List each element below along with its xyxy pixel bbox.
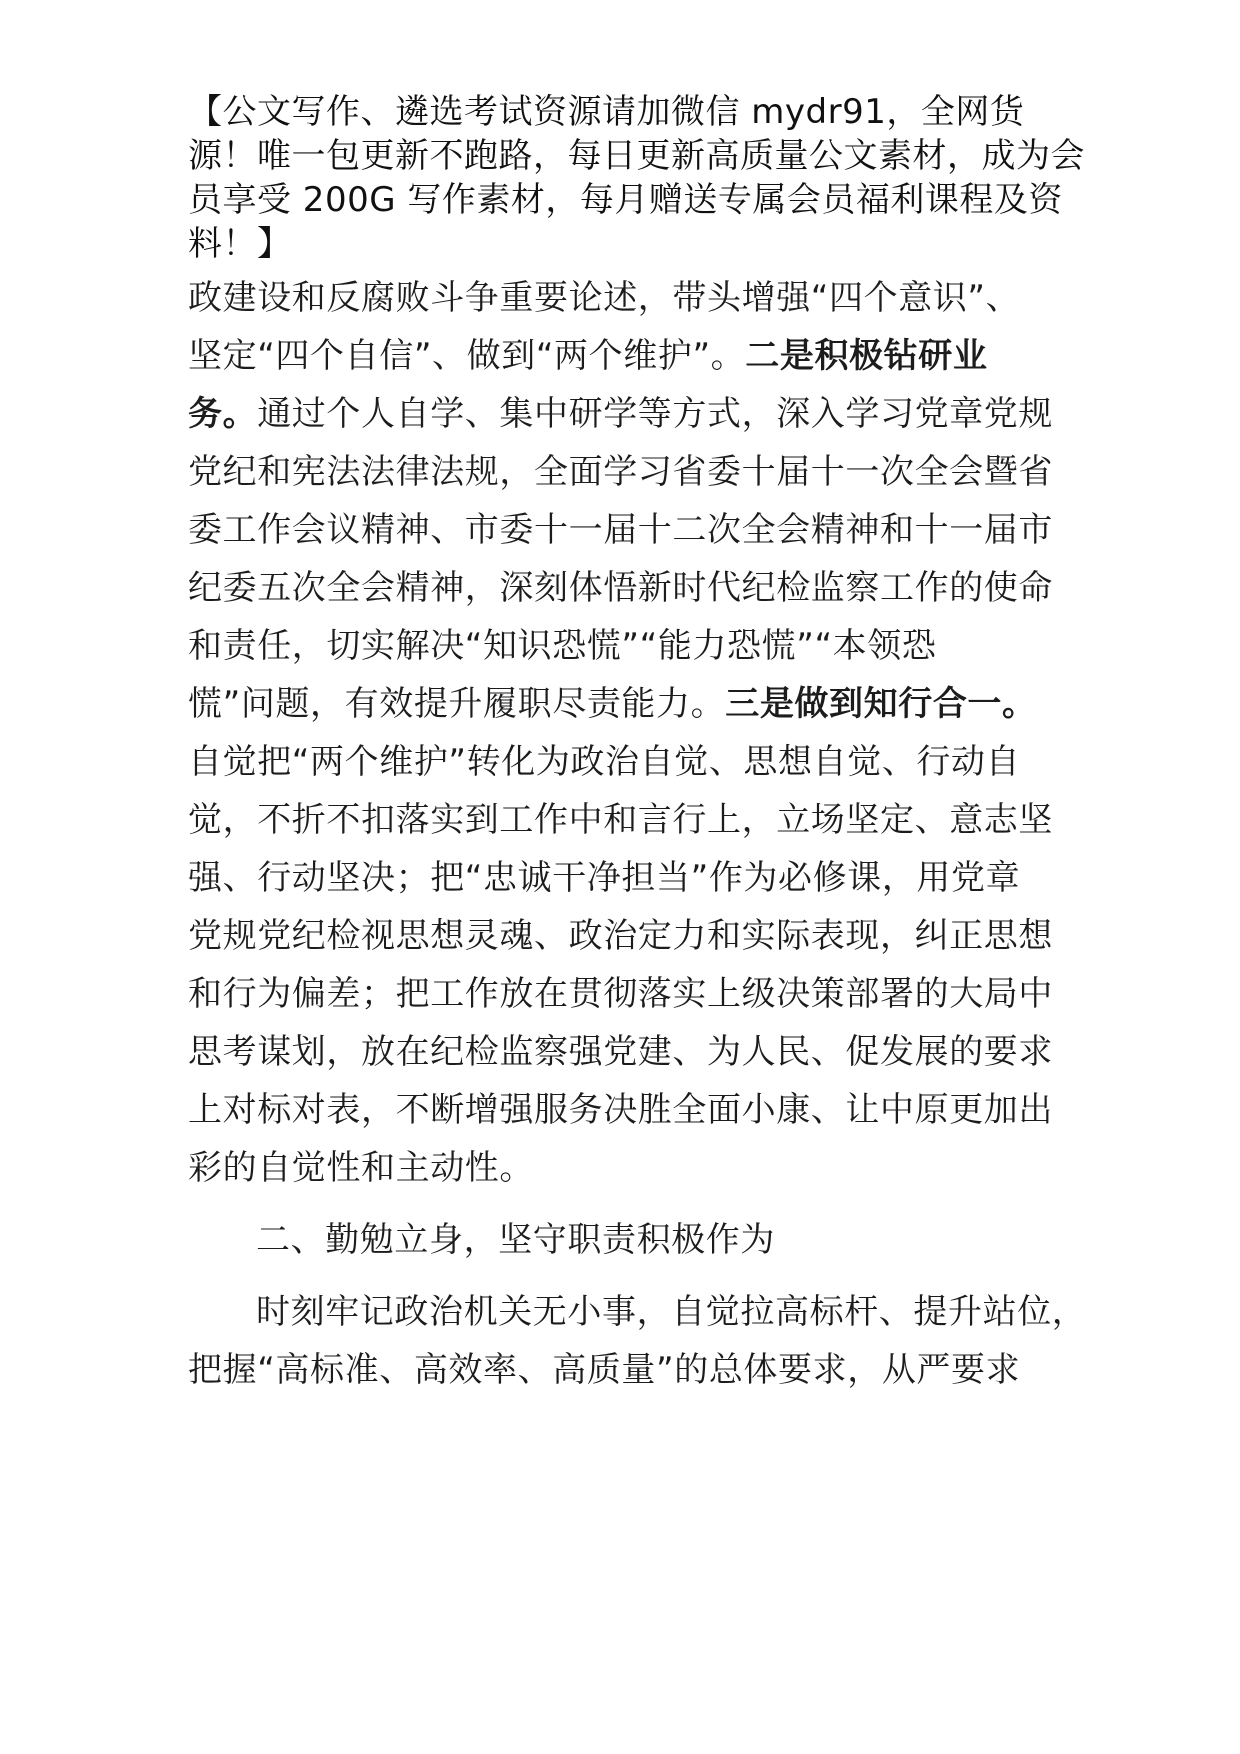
body-line-5: [188, 508, 1053, 552]
body-line-17: [256, 1290, 1086, 1334]
line-text: 彩的自觉性和主动性。: [188, 1148, 534, 1188]
heading-text: 二、勤勉立身，坚守职责积极作为: [256, 1220, 775, 1260]
body-line-7: [188, 624, 936, 668]
line-text: 通过个人自学、集中研学等方式，深入学习党章党规: [257, 394, 1054, 434]
body-line-12: [188, 914, 1053, 958]
line-text: 把握“高标准、高效率、高质量”的总体要求，从严要求: [188, 1350, 1021, 1390]
line-text: 和责任，切实解决“知识恐慌”“能力恐慌”“本领恐: [188, 626, 937, 666]
body-line-4: [188, 450, 1053, 494]
line-text: 委工作会议精神、市委十一届十二次全会精神和十一届市: [188, 510, 1053, 550]
line-text: 纪委五次全会精神，深刻体悟新时代纪检监察工作的使命: [188, 568, 1053, 608]
body-line-15: [188, 1088, 1053, 1132]
line-text: 时刻牢记政治机关无小事，自觉拉高标杆、提升站位，: [256, 1292, 1087, 1332]
body-line-2: [188, 334, 987, 378]
line-text: 慌”问题，有效提升履职尽责能力。: [188, 684, 726, 724]
promo-banner: 【公文写作、遴选考试资源请加微信 mydr91，全网货源！唯一包更新不跑路，每日更新高质量公文素材，成为会员享受 200G 写作素材，每月赠送专属会员福利课程及资料！】: [188, 92, 1085, 264]
body-line-10: [188, 798, 1053, 842]
bold-point-two-end: 务。: [188, 394, 258, 434]
line-text: 和行为偏差；把工作放在贯彻落实上级决策部署的大局中: [188, 974, 1053, 1014]
bold-point-three: 三是做到知行合一。: [725, 684, 1037, 724]
body-line-1: [188, 276, 1020, 320]
line-text: 强、行动坚决；把“忠诚干净担当”作为必修课，用党章: [188, 858, 1021, 898]
body-line-9: [188, 740, 1020, 784]
bold-point-two: 二是积极钻研业: [745, 336, 988, 376]
line-text: 觉，不折不扣落实到工作中和言行上，立场坚定、意志坚: [188, 800, 1053, 840]
line-text: 思考谋划，放在纪检监察强党建、为人民、促发展的要求: [188, 1032, 1053, 1072]
body-line-6: [188, 566, 1053, 610]
section-heading: [256, 1218, 775, 1262]
line-text: 政建设和反腐败斗争重要论述，带头增强“四个意识”、: [188, 278, 1021, 318]
line-text: 党规党纪检视思想灵魂、政治定力和实际表现，纠正思想: [188, 916, 1053, 956]
line-text: 上对标对表，不断增强服务决胜全面小康、让中原更加出: [188, 1090, 1053, 1130]
line-text: 坚定“四个自信”、做到“两个维护”。: [188, 336, 746, 376]
body-line-16: [188, 1146, 534, 1190]
line-text: 党纪和宪法法律法规，全面学习省委十届十一次全会暨省: [188, 452, 1053, 492]
body-line-18: [188, 1348, 1020, 1392]
body-line-8: [188, 682, 1037, 726]
body-line-14: [188, 1030, 1053, 1074]
body-line-11: [188, 856, 1020, 900]
body-line-13: [188, 972, 1053, 1016]
body-line-3: [188, 392, 1053, 436]
line-text: 自觉把“两个维护”转化为政治自觉、思想自觉、行动自: [188, 742, 1021, 782]
